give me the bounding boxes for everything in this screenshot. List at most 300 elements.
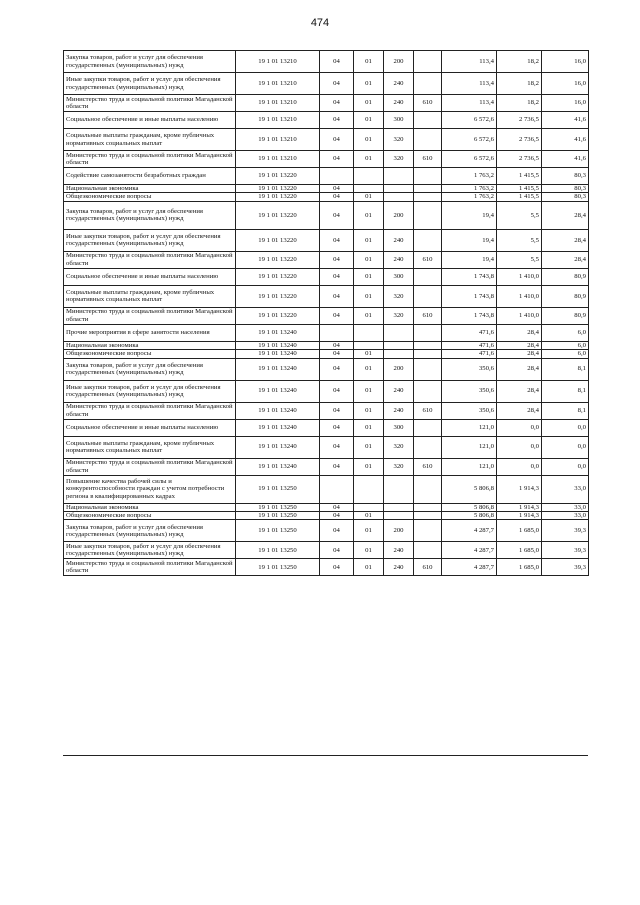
- row-administrator: 610: [414, 458, 442, 475]
- row-executed: 28,4: [497, 380, 542, 402]
- row-section: 04: [320, 503, 354, 511]
- row-section: [320, 168, 354, 185]
- row-expense-type: [384, 503, 414, 511]
- row-name: Иные закупки товаров, работ и услуг для обеспечения государственных (муниципальных) нужд: [64, 380, 236, 402]
- row-percent: 8,1: [542, 380, 589, 402]
- row-target-article: 19 1 01 13240: [236, 380, 320, 402]
- row-percent: 41,6: [542, 151, 589, 168]
- row-section: 04: [320, 268, 354, 285]
- row-subsection: [354, 168, 384, 185]
- row-executed: 1 410,0: [497, 268, 542, 285]
- row-expense-type: 200: [384, 201, 414, 229]
- row-section: 04: [320, 402, 354, 419]
- row-name: Закупка товаров, работ и услуг для обеспечения государственных (муниципальных) нужд: [64, 201, 236, 229]
- row-percent: 8,1: [542, 358, 589, 380]
- row-planned: 113,4: [442, 95, 497, 112]
- row-planned: 121,0: [442, 419, 497, 436]
- row-percent: 16,0: [542, 51, 589, 73]
- row-name: Министерство труда и социальной политики Магаданской области: [64, 251, 236, 268]
- row-subsection: 01: [354, 419, 384, 436]
- row-executed: 2 736,5: [497, 151, 542, 168]
- row-planned: 6 572,6: [442, 129, 497, 151]
- row-executed: 28,4: [497, 402, 542, 419]
- row-name: Социальное обеспечение и иные выплаты населению: [64, 268, 236, 285]
- row-name: Общеэкономические вопросы: [64, 350, 236, 358]
- row-target-article: 19 1 01 13220: [236, 285, 320, 307]
- table-row: [64, 193, 589, 201]
- row-planned: 6 572,6: [442, 112, 497, 129]
- row-administrator: [414, 350, 442, 358]
- row-subsection: [354, 475, 384, 503]
- row-administrator: [414, 268, 442, 285]
- row-executed: 28,4: [497, 341, 542, 349]
- row-executed: 1 685,0: [497, 542, 542, 559]
- row-section: 04: [320, 512, 354, 520]
- row-target-article: 19 1 01 13240: [236, 324, 320, 341]
- row-target-article: 19 1 01 13220: [236, 185, 320, 193]
- row-subsection: 01: [354, 436, 384, 458]
- row-planned: 113,4: [442, 73, 497, 95]
- row-expense-type: [384, 324, 414, 341]
- table-row: [64, 503, 589, 511]
- row-percent: 16,0: [542, 73, 589, 95]
- row-administrator: 610: [414, 559, 442, 576]
- row-administrator: [414, 475, 442, 503]
- row-subsection: 01: [354, 307, 384, 324]
- row-name: Социальное обеспечение и иные выплаты населению: [64, 419, 236, 436]
- row-section: 04: [320, 285, 354, 307]
- row-name: Иные закупки товаров, работ и услуг для обеспечения государственных (муниципальных) нужд: [64, 542, 236, 559]
- row-percent: 33,0: [542, 503, 589, 511]
- row-target-article: 19 1 01 13220: [236, 268, 320, 285]
- row-administrator: [414, 358, 442, 380]
- row-planned: 1 763,2: [442, 168, 497, 185]
- row-subsection: 01: [354, 129, 384, 151]
- table-row: [64, 129, 589, 151]
- row-section: 04: [320, 112, 354, 129]
- row-administrator: [414, 51, 442, 73]
- bottom-rule: [63, 755, 588, 756]
- row-percent: 6,0: [542, 324, 589, 341]
- row-administrator: [414, 503, 442, 511]
- row-name: Иные закупки товаров, работ и услуг для обеспечения государственных (муниципальных) нужд: [64, 73, 236, 95]
- row-target-article: 19 1 01 13220: [236, 193, 320, 201]
- row-executed: 1 415,5: [497, 185, 542, 193]
- row-section: 04: [320, 229, 354, 251]
- row-section: 04: [320, 341, 354, 349]
- row-administrator: [414, 436, 442, 458]
- row-section: 04: [320, 185, 354, 193]
- row-target-article: 19 1 01 13220: [236, 251, 320, 268]
- table-row: [64, 229, 589, 251]
- row-subsection: [354, 324, 384, 341]
- row-expense-type: 300: [384, 112, 414, 129]
- row-executed: 1 914,3: [497, 512, 542, 520]
- row-name: Закупка товаров, работ и услуг для обеспечения государственных (муниципальных) нужд: [64, 51, 236, 73]
- row-planned: 1 743,8: [442, 307, 497, 324]
- row-executed: 2 736,5: [497, 112, 542, 129]
- row-percent: 0,0: [542, 436, 589, 458]
- row-name: Министерство труда и социальной политики Магаданской области: [64, 402, 236, 419]
- row-target-article: 19 1 01 13250: [236, 559, 320, 576]
- row-planned: 1 743,8: [442, 285, 497, 307]
- table-row: [64, 475, 589, 503]
- row-percent: 6,0: [542, 350, 589, 358]
- row-subsection: 01: [354, 285, 384, 307]
- row-target-article: 19 1 01 13240: [236, 458, 320, 475]
- row-section: 04: [320, 193, 354, 201]
- row-subsection: 01: [354, 520, 384, 542]
- table-row: [64, 73, 589, 95]
- row-subsection: 01: [354, 512, 384, 520]
- row-subsection: 01: [354, 559, 384, 576]
- row-name: Закупка товаров, работ и услуг для обеспечения государственных (муниципальных) нужд: [64, 358, 236, 380]
- row-name: Социальные выплаты гражданам, кроме публичных нормативных социальных выплат: [64, 436, 236, 458]
- table-row: [64, 358, 589, 380]
- row-target-article: 19 1 01 13210: [236, 112, 320, 129]
- row-section: 04: [320, 307, 354, 324]
- row-administrator: [414, 168, 442, 185]
- row-target-article: 19 1 01 13220: [236, 201, 320, 229]
- row-section: 04: [320, 380, 354, 402]
- row-percent: 80,3: [542, 185, 589, 193]
- row-target-article: 19 1 01 13250: [236, 503, 320, 511]
- table-row: [64, 285, 589, 307]
- row-subsection: 01: [354, 402, 384, 419]
- row-expense-type: 240: [384, 559, 414, 576]
- row-percent: 28,4: [542, 229, 589, 251]
- row-planned: 5 806,8: [442, 512, 497, 520]
- row-expense-type: 240: [384, 73, 414, 95]
- table-body: [64, 51, 589, 576]
- row-subsection: 01: [354, 193, 384, 201]
- row-target-article: 19 1 01 13220: [236, 168, 320, 185]
- row-section: 04: [320, 201, 354, 229]
- row-section: 04: [320, 542, 354, 559]
- row-administrator: [414, 542, 442, 559]
- row-name: Социальные выплаты гражданам, кроме публичных нормативных социальных выплат: [64, 285, 236, 307]
- row-planned: 350,6: [442, 402, 497, 419]
- row-expense-type: 240: [384, 380, 414, 402]
- row-name: Закупка товаров, работ и услуг для обеспечения государственных (муниципальных) нужд: [64, 520, 236, 542]
- row-planned: 19,4: [442, 229, 497, 251]
- row-section: 04: [320, 51, 354, 73]
- row-subsection: 01: [354, 229, 384, 251]
- row-administrator: [414, 419, 442, 436]
- row-name: Общеэкономические вопросы: [64, 193, 236, 201]
- row-subsection: [354, 185, 384, 193]
- row-expense-type: 320: [384, 307, 414, 324]
- row-executed: 5,5: [497, 229, 542, 251]
- row-expense-type: 320: [384, 129, 414, 151]
- row-percent: 33,0: [542, 475, 589, 503]
- row-name: Содействие самозанятости безработных граждан: [64, 168, 236, 185]
- row-executed: 18,2: [497, 73, 542, 95]
- row-administrator: [414, 112, 442, 129]
- row-executed: 18,2: [497, 51, 542, 73]
- row-expense-type: [384, 193, 414, 201]
- row-expense-type: 320: [384, 151, 414, 168]
- row-subsection: 01: [354, 542, 384, 559]
- row-target-article: 19 1 01 13240: [236, 402, 320, 419]
- row-target-article: 19 1 01 13240: [236, 350, 320, 358]
- row-name: Министерство труда и социальной политики Магаданской области: [64, 307, 236, 324]
- row-expense-type: 240: [384, 542, 414, 559]
- row-administrator: 610: [414, 95, 442, 112]
- row-executed: 1 410,0: [497, 285, 542, 307]
- row-planned: 5 806,8: [442, 503, 497, 511]
- table-row: [64, 201, 589, 229]
- row-expense-type: 300: [384, 268, 414, 285]
- row-percent: 41,6: [542, 112, 589, 129]
- row-planned: 471,6: [442, 341, 497, 349]
- table-row: [64, 324, 589, 341]
- row-target-article: 19 1 01 13240: [236, 341, 320, 349]
- row-subsection: 01: [354, 358, 384, 380]
- row-expense-type: 320: [384, 458, 414, 475]
- row-target-article: 19 1 01 13210: [236, 129, 320, 151]
- row-expense-type: 200: [384, 520, 414, 542]
- row-name: Министерство труда и социальной политики Магаданской области: [64, 458, 236, 475]
- row-executed: 5,5: [497, 201, 542, 229]
- table-row: [64, 95, 589, 112]
- table-row: [64, 512, 589, 520]
- row-expense-type: 240: [384, 402, 414, 419]
- row-administrator: [414, 193, 442, 201]
- row-executed: 0,0: [497, 436, 542, 458]
- row-percent: 28,4: [542, 201, 589, 229]
- row-expense-type: [384, 185, 414, 193]
- row-expense-type: 320: [384, 285, 414, 307]
- row-expense-type: 240: [384, 229, 414, 251]
- table-row: [64, 185, 589, 193]
- row-expense-type: 320: [384, 436, 414, 458]
- row-percent: 16,0: [542, 95, 589, 112]
- row-subsection: 01: [354, 112, 384, 129]
- table-row: [64, 380, 589, 402]
- row-section: 04: [320, 350, 354, 358]
- row-name: Министерство труда и социальной политики Магаданской области: [64, 95, 236, 112]
- row-subsection: 01: [354, 51, 384, 73]
- table-row: [64, 341, 589, 349]
- row-percent: 0,0: [542, 419, 589, 436]
- row-target-article: 19 1 01 13240: [236, 358, 320, 380]
- row-planned: 471,6: [442, 350, 497, 358]
- table-row: [64, 542, 589, 559]
- row-administrator: [414, 285, 442, 307]
- row-name: Национальная экономика: [64, 341, 236, 349]
- row-target-article: 19 1 01 13250: [236, 542, 320, 559]
- row-expense-type: [384, 341, 414, 349]
- row-percent: 80,9: [542, 268, 589, 285]
- row-planned: 121,0: [442, 436, 497, 458]
- row-section: 04: [320, 358, 354, 380]
- row-percent: 39,3: [542, 542, 589, 559]
- row-subsection: 01: [354, 95, 384, 112]
- row-executed: 1 415,5: [497, 168, 542, 185]
- table-row: [64, 168, 589, 185]
- row-administrator: [414, 512, 442, 520]
- row-administrator: [414, 73, 442, 95]
- row-administrator: 610: [414, 307, 442, 324]
- row-name: Национальная экономика: [64, 185, 236, 193]
- row-planned: 350,6: [442, 380, 497, 402]
- row-expense-type: [384, 512, 414, 520]
- row-executed: 1 685,0: [497, 520, 542, 542]
- row-planned: 1 743,8: [442, 268, 497, 285]
- table-row: [64, 51, 589, 73]
- row-planned: 6 572,6: [442, 151, 497, 168]
- row-section: 04: [320, 559, 354, 576]
- row-section: 04: [320, 251, 354, 268]
- row-section: 04: [320, 129, 354, 151]
- row-name: Иные закупки товаров, работ и услуг для обеспечения государственных (муниципальных) нужд: [64, 229, 236, 251]
- row-target-article: 19 1 01 13210: [236, 151, 320, 168]
- page-number: 474: [310, 17, 330, 29]
- row-name: Национальная экономика: [64, 503, 236, 511]
- row-executed: 1 685,0: [497, 559, 542, 576]
- row-percent: 80,3: [542, 193, 589, 201]
- row-expense-type: 300: [384, 419, 414, 436]
- row-expense-type: [384, 168, 414, 185]
- budget-table: [63, 50, 589, 576]
- row-expense-type: 200: [384, 358, 414, 380]
- row-target-article: 19 1 01 13250: [236, 475, 320, 503]
- row-target-article: 19 1 01 13210: [236, 73, 320, 95]
- row-percent: 80,9: [542, 285, 589, 307]
- row-subsection: [354, 503, 384, 511]
- row-executed: 5,5: [497, 251, 542, 268]
- row-expense-type: 200: [384, 51, 414, 73]
- row-percent: 8,1: [542, 402, 589, 419]
- row-planned: 1 763,2: [442, 193, 497, 201]
- row-section: 04: [320, 520, 354, 542]
- row-section: 04: [320, 151, 354, 168]
- row-target-article: 19 1 01 13240: [236, 419, 320, 436]
- table-row: [64, 350, 589, 358]
- row-section: [320, 324, 354, 341]
- row-executed: 18,2: [497, 95, 542, 112]
- row-percent: 6,0: [542, 341, 589, 349]
- row-executed: 0,0: [497, 458, 542, 475]
- row-percent: 28,4: [542, 251, 589, 268]
- row-executed: 1 914,3: [497, 475, 542, 503]
- row-subsection: 01: [354, 251, 384, 268]
- row-expense-type: [384, 475, 414, 503]
- row-executed: 1 410,0: [497, 307, 542, 324]
- row-name: Социальное обеспечение и иные выплаты населению: [64, 112, 236, 129]
- table-row: [64, 458, 589, 475]
- row-administrator: [414, 229, 442, 251]
- row-administrator: [414, 341, 442, 349]
- row-administrator: [414, 380, 442, 402]
- row-planned: 350,6: [442, 358, 497, 380]
- row-expense-type: 240: [384, 251, 414, 268]
- table-row: [64, 251, 589, 268]
- row-subsection: 01: [354, 350, 384, 358]
- row-target-article: 19 1 01 13210: [236, 51, 320, 73]
- row-subsection: 01: [354, 201, 384, 229]
- row-planned: 19,4: [442, 201, 497, 229]
- row-executed: 28,4: [497, 350, 542, 358]
- row-planned: 4 287,7: [442, 542, 497, 559]
- row-subsection: 01: [354, 73, 384, 95]
- row-executed: 28,4: [497, 324, 542, 341]
- row-executed: 28,4: [497, 358, 542, 380]
- row-administrator: 610: [414, 151, 442, 168]
- row-subsection: [354, 341, 384, 349]
- row-planned: 471,6: [442, 324, 497, 341]
- row-administrator: [414, 324, 442, 341]
- row-percent: 80,3: [542, 168, 589, 185]
- row-percent: 39,3: [542, 559, 589, 576]
- row-planned: 1 763,2: [442, 185, 497, 193]
- row-planned: 19,4: [442, 251, 497, 268]
- row-target-article: 19 1 01 13250: [236, 512, 320, 520]
- table-row: [64, 268, 589, 285]
- row-administrator: [414, 129, 442, 151]
- row-percent: 39,3: [542, 520, 589, 542]
- row-planned: 4 287,7: [442, 559, 497, 576]
- row-target-article: 19 1 01 13210: [236, 95, 320, 112]
- row-name: Прочие мероприятия в сфере занятости населения: [64, 324, 236, 341]
- table-row: [64, 520, 589, 542]
- row-planned: 121,0: [442, 458, 497, 475]
- row-section: 04: [320, 73, 354, 95]
- row-percent: 0,0: [542, 458, 589, 475]
- row-name: Повышение качества рабочей силы и конкурентоспособности граждан с учетом потребности региона в квалифицированных кадрах: [64, 475, 236, 503]
- row-executed: 0,0: [497, 419, 542, 436]
- row-name: Министерство труда и социальной политики Магаданской области: [64, 151, 236, 168]
- row-executed: 1 914,3: [497, 503, 542, 511]
- row-administrator: 610: [414, 251, 442, 268]
- row-subsection: 01: [354, 458, 384, 475]
- row-target-article: 19 1 01 13240: [236, 436, 320, 458]
- row-name: Социальные выплаты гражданам, кроме публичных нормативных социальных выплат: [64, 129, 236, 151]
- table-row: [64, 151, 589, 168]
- table-row: [64, 559, 589, 576]
- row-target-article: 19 1 01 13220: [236, 229, 320, 251]
- table-row: [64, 307, 589, 324]
- row-percent: 33,0: [542, 512, 589, 520]
- row-administrator: [414, 520, 442, 542]
- table-row: [64, 436, 589, 458]
- row-percent: 41,6: [542, 129, 589, 151]
- row-name: Министерство труда и социальной политики Магаданской области: [64, 559, 236, 576]
- row-expense-type: 240: [384, 95, 414, 112]
- row-section: 04: [320, 436, 354, 458]
- row-administrator: [414, 185, 442, 193]
- row-percent: 80,9: [542, 307, 589, 324]
- row-name: Общеэкономические вопросы: [64, 512, 236, 520]
- row-section: 04: [320, 458, 354, 475]
- row-target-article: 19 1 01 13220: [236, 307, 320, 324]
- row-subsection: 01: [354, 151, 384, 168]
- row-planned: 113,4: [442, 51, 497, 73]
- row-administrator: [414, 201, 442, 229]
- row-section: [320, 475, 354, 503]
- row-section: 04: [320, 419, 354, 436]
- table-row: [64, 112, 589, 129]
- row-planned: 5 806,8: [442, 475, 497, 503]
- row-executed: 1 415,5: [497, 193, 542, 201]
- row-subsection: 01: [354, 268, 384, 285]
- row-administrator: 610: [414, 402, 442, 419]
- row-executed: 2 736,5: [497, 129, 542, 151]
- row-planned: 4 287,7: [442, 520, 497, 542]
- row-subsection: 01: [354, 380, 384, 402]
- row-target-article: 19 1 01 13250: [236, 520, 320, 542]
